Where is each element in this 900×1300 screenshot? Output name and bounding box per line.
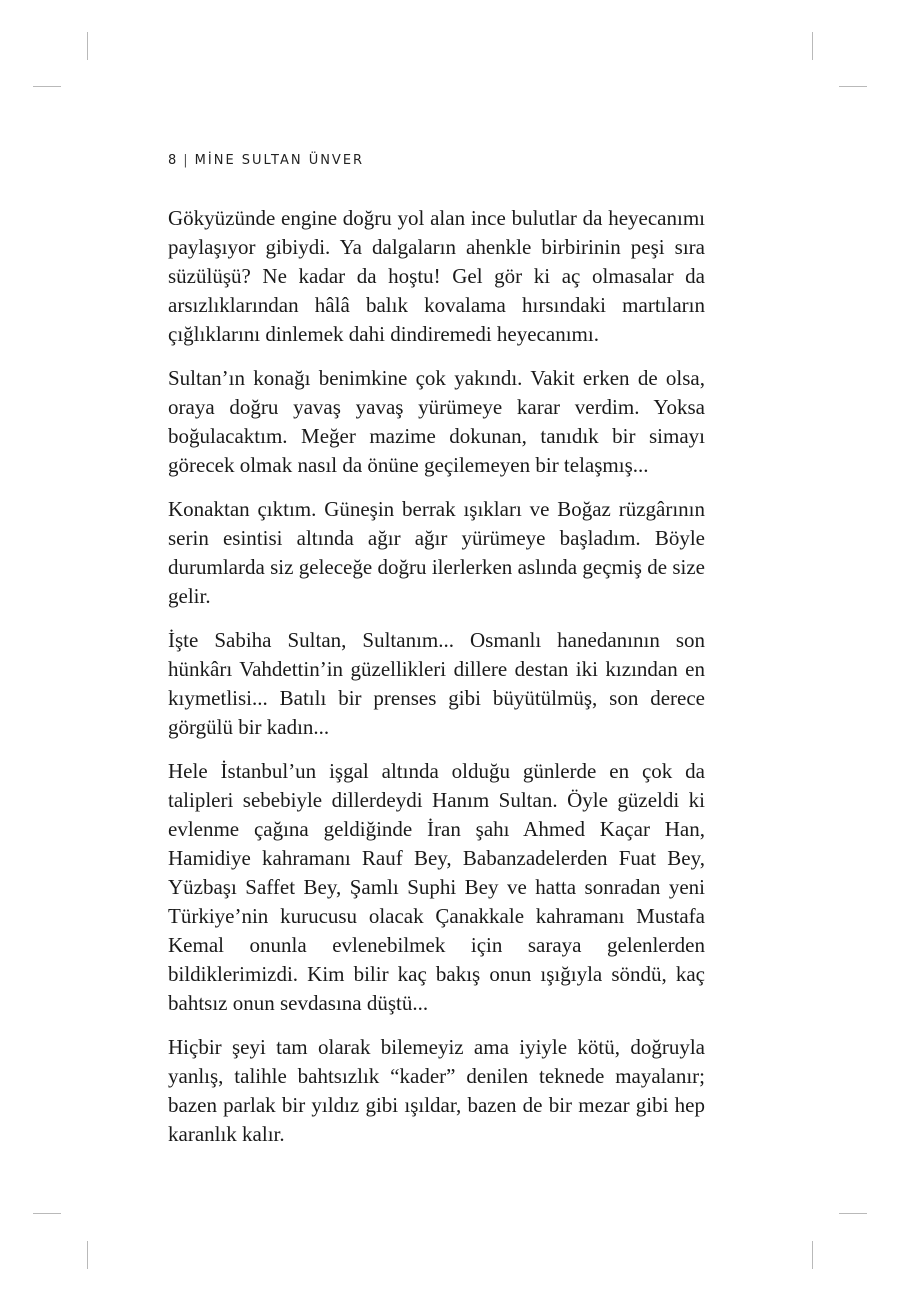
- crop-mark-top-right-horizontal: [839, 86, 867, 87]
- paragraph: Sultan’ın konağı benimkine çok yakındı. Vakit erken de olsa, oraya doğru yavaş yavaş yürümeye karar verdim. Yoksa boğulacaktım. Meğer mazime dokunan, tanıdık bir simayı görecek olmak nasıl da önüne geçilemeyen bir telaşmış...: [168, 366, 705, 477]
- crop-mark-bottom-right-vertical: [812, 1241, 813, 1269]
- header-separator: |: [183, 153, 190, 168]
- crop-mark-top-left-horizontal: [33, 86, 61, 87]
- body-text: [168, 204, 705, 1164]
- paragraph: Hele İstanbul’un işgal altında olduğu günlerde en çok da talipleri sebebiyle dillerdeydi Hanım Sultan. Öyle güzeldi ki evlenme çağına geldiğinde İran şahı Ahmed Kaçar Han, Hamidiye kahramanı Rauf Bey, Babanzadelerden Fuat Bey, Yüzbaşı Saffet Bey, Şamlı Suphi Bey ve hatta sonradan yeni Türkiye’nin kurucusu olacak Çanakkale kahramanı Mustafa Kemal onunla evlenebilmek için saraya gelenlerden bildiklerimizdi. Kim bilir kaç bakış onun ışığıyla söndü, kaç bahtsız onun sevdasına düştü...: [168, 759, 705, 1015]
- crop-mark-bottom-left-vertical: [87, 1241, 88, 1269]
- paragraph: Konaktan çıktım. Güneşin berrak ışıkları ve Boğaz rüzgârının serin esintisi altında ağır ağır yürümeye başladım. Böyle durumlarda siz geleceğe doğru ilerlerken aslında geçmiş de size gelir.: [168, 497, 705, 608]
- crop-mark-top-left-vertical: [87, 32, 88, 60]
- paragraph: Gökyüzünde engine doğru yol alan ince bulutlar da heyecanımı paylaşıyor gibiydi. Ya dalgaların ahenkle birbirinin peşi sıra süzülüşü? Ne kadar da hoştu! Gel gör ki aç olmasalar da arsızlıklarından hâlâ balık kovalama hırsındaki martıların çığlıklarını dinlemek dahi dindiremedi heyecanımı.: [168, 206, 705, 346]
- crop-mark-top-right-vertical: [812, 32, 813, 60]
- running-header: [168, 153, 364, 168]
- paragraph: Hiçbir şeyi tam olarak bilemeyiz ama iyiyle kötü, doğruyla yanlış, talihle bahtsızlık “kader” denilen teknede mayalanır; bazen parlak bir yıldız gibi ışıldar, bazen de bir mezar gibi hep karanlık kalır.: [168, 1035, 705, 1146]
- crop-mark-bottom-right-horizontal: [839, 1213, 867, 1214]
- crop-mark-bottom-left-horizontal: [33, 1213, 61, 1214]
- paragraph: İşte Sabiha Sultan, Sultanım... Osmanlı hanedanının son hünkârı Vahdettin’in güzellikleri dillere destan iki kızından en kıymetlisi... Batılı bir prenses gibi büyütülmüş, son derece görgülü bir kadın...: [168, 628, 705, 739]
- page-number: 8: [168, 153, 179, 168]
- author-name: MİNE SULTAN ÜNVER: [194, 153, 365, 168]
